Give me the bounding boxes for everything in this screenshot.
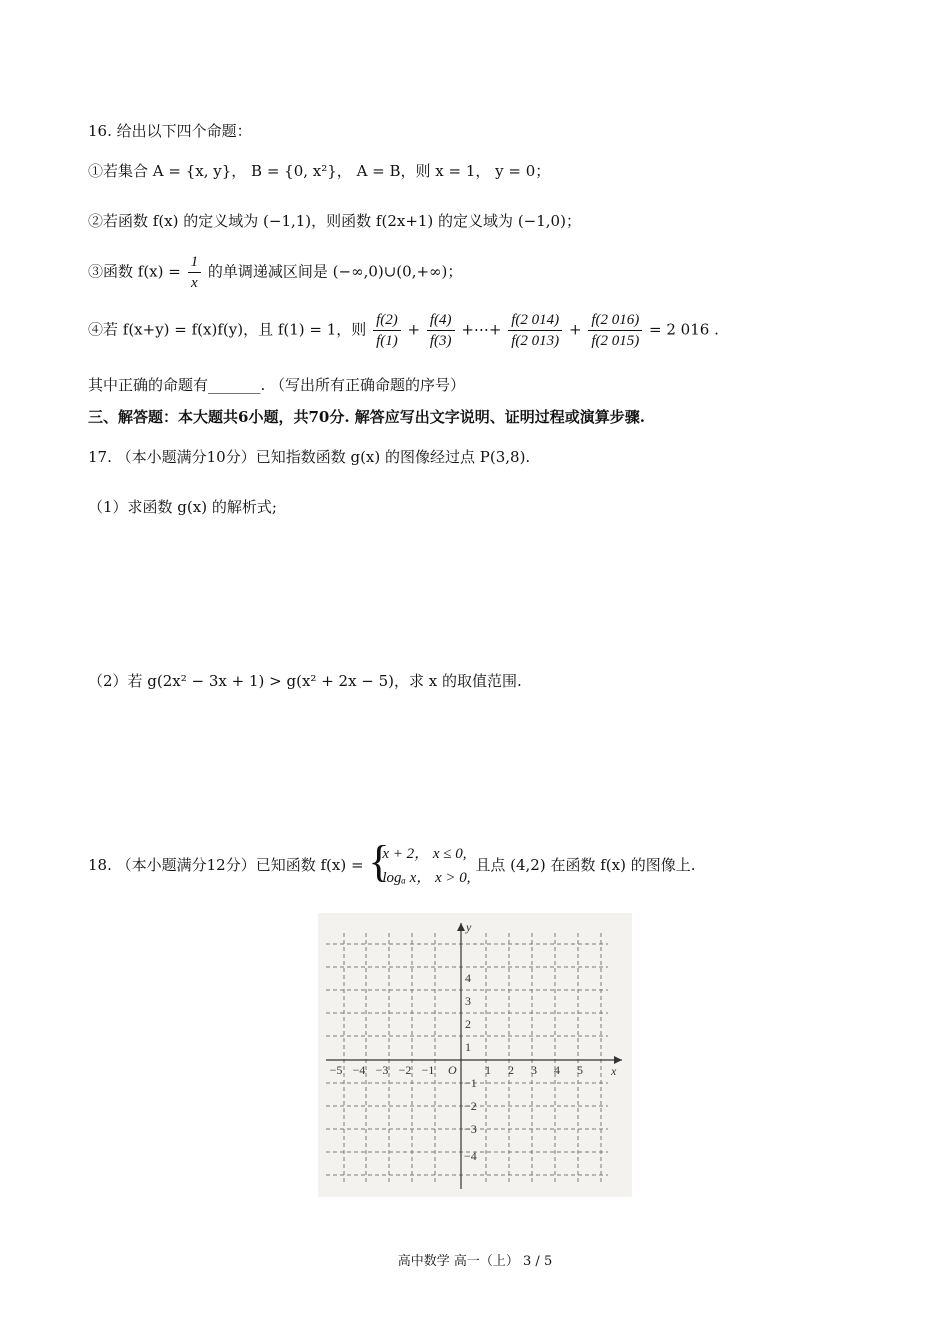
q17-title: 17. （本小题满分10分）已知指数函数 g(x) 的图像经过点 P(3,8). [88, 448, 531, 466]
x-tick-4: 4 [554, 1063, 560, 1077]
q16-proposition-2: ②若函数 f(x) 的定义域为 (−1,1)，则函数 f(2x+1) 的定义域为 (−1,0)； [88, 212, 581, 230]
q17-part-2: （2）若 g(2x² − 3x + 1) > g(x² + 2x − 5)，求 x 的取值范围. [88, 672, 522, 690]
p4-fraction-1-num: f(2) [373, 310, 401, 331]
p4-fraction-3-num: f(2 014) [508, 310, 562, 331]
q16-proposition-4 [88, 310, 719, 351]
x-axis-arrow [614, 1056, 622, 1064]
y-tick-4: 4 [465, 971, 471, 985]
p4-fraction-2-num: f(4) [427, 310, 455, 331]
q16-proposition-1: ①若集合 A = {x, y}， B = {0, x²}， A = B，则 x = 1， y = 0； [88, 162, 551, 180]
q18-case-2: logₐ x， x > 0, [382, 870, 471, 886]
q18-brace: { [368, 837, 390, 886]
x-tick-1: 1 [485, 1063, 491, 1077]
p4-plus-2: + [568, 320, 582, 339]
coordinate-grid-figure [318, 913, 632, 1197]
x-tick-neg5: −5 [329, 1063, 343, 1077]
section-3-heading: 三、解答题：本大题共6小题，共70分. 解答应写出文字说明、证明过程或演算步骤. [88, 408, 645, 426]
p4-prefix: ④若 f(x+y) = f(x)f(y)，且 f(1) = 1，则 [88, 320, 367, 339]
x-tick-2: 2 [508, 1063, 514, 1077]
x-tick-neg2: −2 [398, 1063, 412, 1077]
y-axis-label: y [466, 920, 472, 934]
y-axis-arrow [457, 923, 465, 931]
q18-suffix: 且点 (4,2) 在函数 f(x) 的图像上. [475, 856, 696, 874]
p4-suffix: = 2 016 . [649, 320, 719, 339]
p4-fraction-2-den: f(3) [429, 333, 452, 349]
y-tick-3: 3 [465, 994, 471, 1008]
p4-fraction-4-den: f(2 015) [591, 333, 640, 349]
y-tick-neg1: −1 [464, 1076, 477, 1090]
p4-dots: +⋯+ [461, 320, 502, 339]
p3-fraction-numerator: 1 [188, 252, 202, 273]
q17-part-1: （1）求函数 g(x) 的解析式; [88, 498, 277, 516]
q16-title: 16. 给出以下四个命题： [88, 122, 252, 140]
x-tick-neg1: −1 [421, 1063, 435, 1077]
x-tick-neg3: −3 [375, 1063, 389, 1077]
x-tick-5: 5 [577, 1063, 583, 1077]
q18-statement [88, 837, 696, 890]
p3-fraction [188, 252, 202, 293]
q16-proposition-3 [88, 252, 462, 293]
x-axis-label: x [611, 1064, 617, 1078]
coordinate-grid-svg [318, 913, 632, 1197]
y-tick-neg4: −4 [464, 1149, 477, 1163]
p3-fraction-denominator: x [191, 275, 198, 291]
p4-fraction-1-den: f(1) [376, 333, 398, 349]
y-tick-1: 1 [465, 1040, 471, 1054]
p4-fraction-2 [427, 310, 455, 351]
p4-fraction-1 [373, 310, 401, 351]
page-footer: 高中数学 高一（上） 3 / 5 [397, 1254, 553, 1269]
p4-fraction-3 [508, 310, 562, 351]
p4-fraction-3-den: f(2 013) [511, 333, 560, 349]
q16-answer-prompt: 其中正确的命题有_______. （写出所有正确命题的序号） [88, 376, 466, 394]
q18-piecewise [368, 837, 471, 890]
p4-plus-1: + [407, 320, 421, 339]
p4-fraction-4 [588, 310, 642, 351]
y-tick-neg2: −2 [464, 1099, 477, 1113]
y-tick-neg3: −3 [464, 1122, 477, 1136]
x-tick-neg4: −4 [352, 1063, 366, 1077]
q18-case-1: x + 2， x ≤ 0, [382, 846, 467, 862]
p3-suffix: 的单调递减区间是 (−∞,0)∪(0,+∞)； [207, 262, 463, 281]
p3-prefix: ③函数 f(x) = [88, 262, 181, 281]
origin-label: O [448, 1063, 457, 1077]
p4-fraction-4-num: f(2 016) [588, 310, 642, 331]
y-tick-2: 2 [465, 1017, 471, 1031]
q18-prefix: 18. （本小题满分12分）已知函数 f(x) = [88, 856, 364, 874]
x-tick-3: 3 [531, 1063, 537, 1077]
